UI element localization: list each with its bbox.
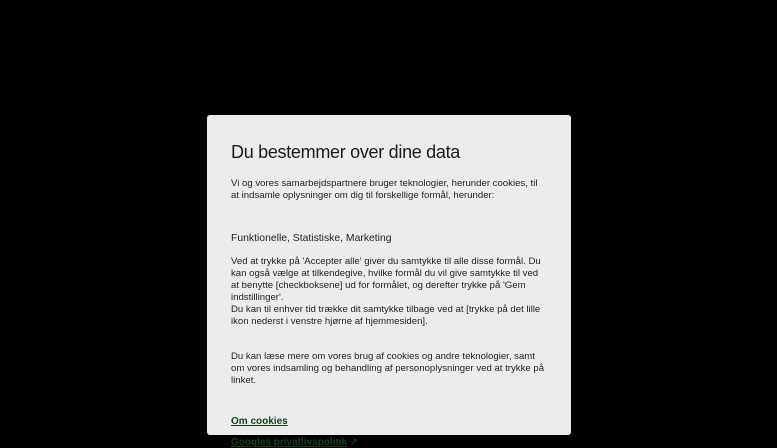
cookie-consent-dialog xyxy=(207,115,571,448)
more-info-text: Du kan læse mere om vores brug af cookies og andre teknologier, samt om vores indsamling og behandling af personoplysninger ved at trykke på linket. xyxy=(231,351,545,386)
dialog-title: Du bestemmer over dine data xyxy=(231,142,461,162)
withdraw-text: Du kan til enhver tid trække dit samtykke tilbage ved at [trykke på det lille ikon nederst i venstre hjørne af hjemmesiden]. xyxy=(231,304,541,327)
cookies-link[interactable]: Om cookies xyxy=(231,416,288,427)
purposes-list: Funktionelle, Statistiske, Marketing xyxy=(231,233,392,244)
google-privacy-link-label: Googles privatlivspolitik xyxy=(231,437,348,448)
intro-text: Vi og vores samarbejdspartnere bruger teknologier, herunder cookies, til at indsamle oplysninger om dig til forskellige formål, herunder: xyxy=(231,178,538,201)
external-link-icon: ↗ xyxy=(350,437,358,447)
consent-text: Ved at trykke på 'Accepter alle' giver du samtykke til alle disse formål. Du kan også vælge at tilkendegive, hvilke formål du vil give samtykke til ved at benytte [checkboksene] ud for formålet, og derefter trykke på 'Gem indstillinger'. xyxy=(231,256,541,303)
google-privacy-link[interactable] xyxy=(231,437,547,448)
